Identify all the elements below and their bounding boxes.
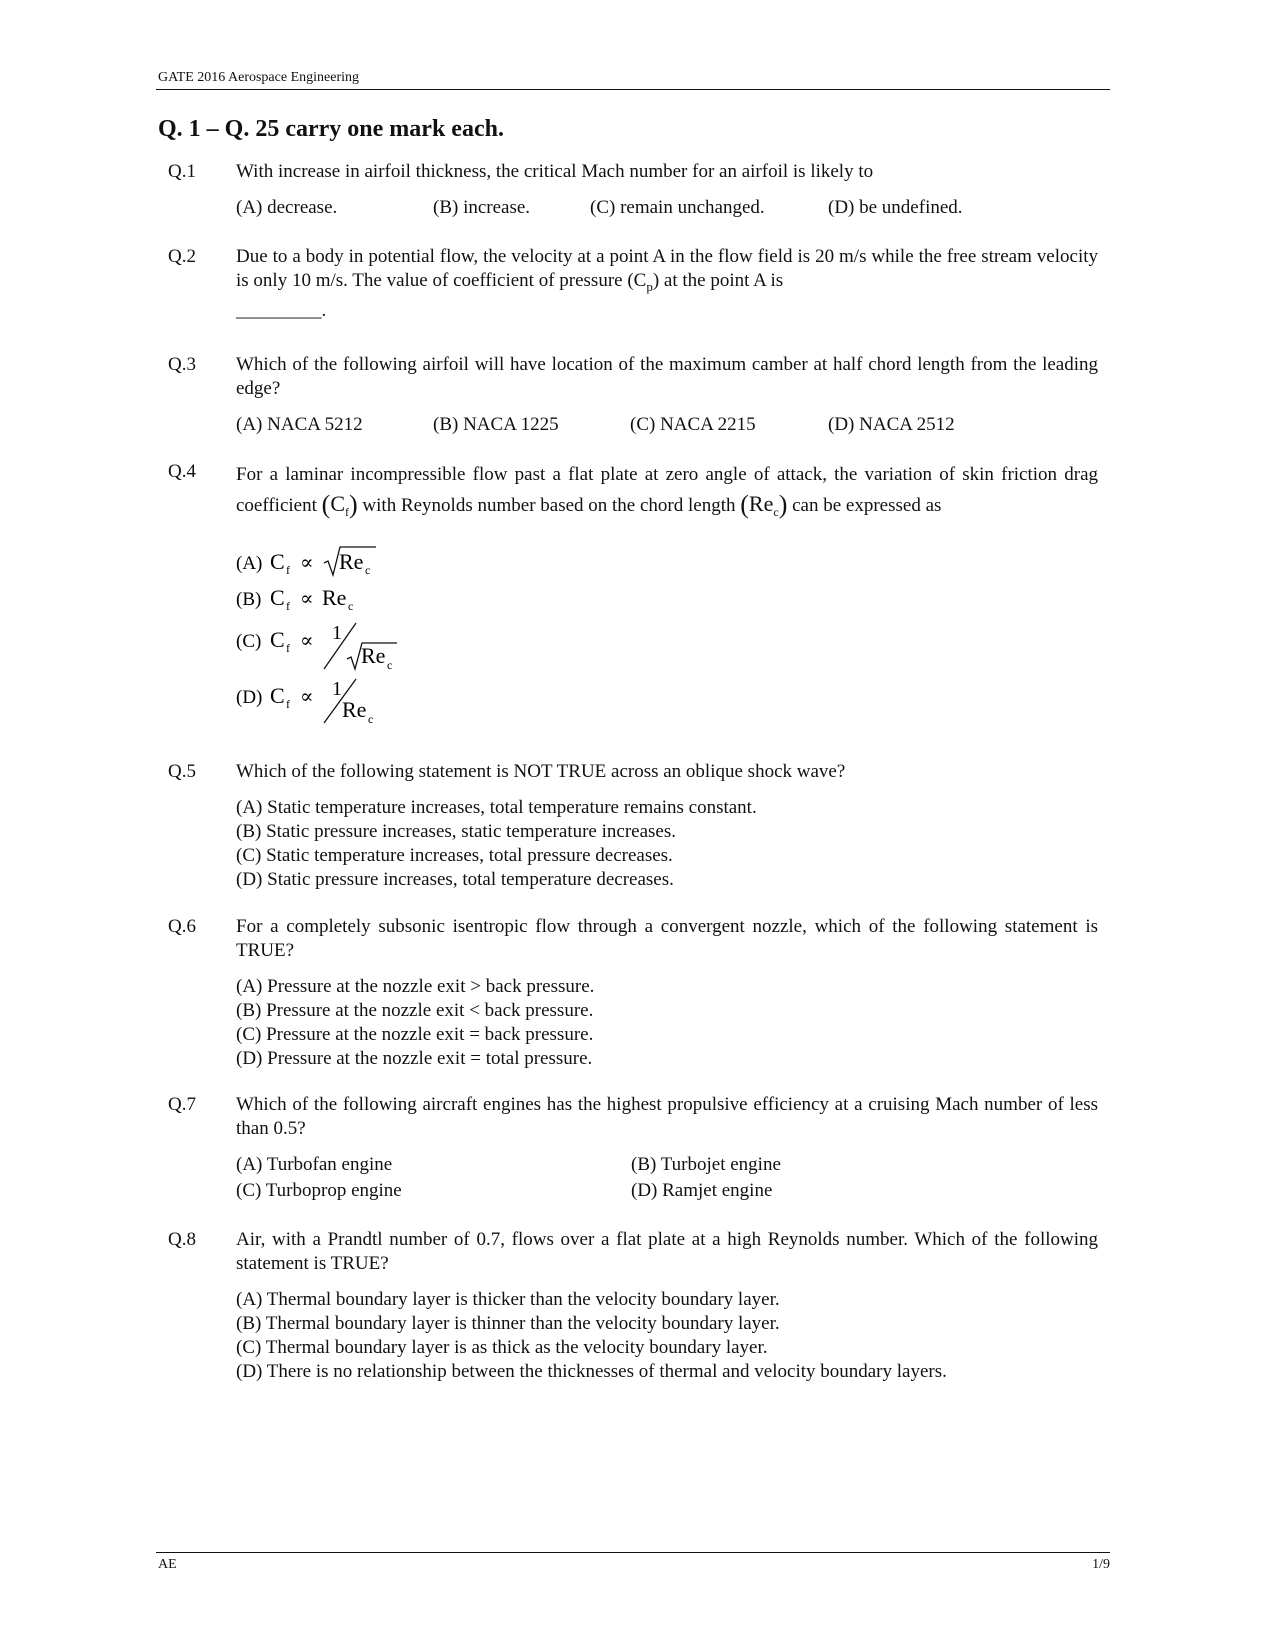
svg-text:(B): (B) — [236, 589, 262, 610]
option-d: (D) Pressure at the nozzle exit = total pressure. — [236, 1048, 593, 1069]
question-stem: Which of the following aircraft engines has the highest propulsive efficiency at a cruising Mach number of less than 0.5? — [236, 1094, 1098, 1139]
svg-text:Re: Re — [339, 549, 364, 574]
question-stem: Which of the following airfoil will have location of the maximum camber at half chord length from the leading edge? — [236, 354, 1098, 399]
stem-text: can be expressed as — [792, 495, 942, 516]
option-c: (C) remain unchanged. — [590, 197, 765, 218]
footer-rule — [156, 1552, 1110, 1553]
header-rule — [156, 89, 1110, 90]
svg-text:1: 1 — [332, 622, 342, 644]
formula-plain — [236, 577, 556, 617]
option-a: (A) Thermal boundary layer is thicker than the velocity boundary layer. — [236, 1289, 780, 1310]
subscript: c — [773, 505, 779, 519]
question-7 — [168, 1093, 1098, 1203]
svg-text:c: c — [365, 563, 371, 577]
question-1 — [168, 160, 1098, 220]
svg-text:∝: ∝ — [300, 550, 314, 574]
svg-text:c: c — [387, 658, 393, 672]
answer-blank: _________. — [236, 300, 327, 321]
stem-text: Due to a body in potential flow, the velocity at a point A in the flow field is 20 m/s while the free stream velocity is only 10 m/s. The value of coefficient of pressure (C — [236, 246, 1098, 291]
option-d: (D) NACA 2512 — [828, 414, 955, 435]
svg-text:C: C — [270, 585, 285, 610]
question-stem: With increase in airfoil thickness, the critical Mach number for an airfoil is likely to — [236, 161, 874, 182]
svg-text:f: f — [286, 599, 290, 613]
svg-text:c: c — [348, 599, 354, 613]
section-title: Q. 1 – Q. 25 carry one mark each. — [158, 116, 504, 142]
option-d: (D) be undefined. — [828, 197, 963, 218]
question-3 — [168, 353, 1098, 437]
page-header: GATE 2016 Aerospace Engineering — [158, 70, 359, 85]
options-list — [236, 796, 1098, 892]
question-stem: Which of the following statement is NOT TRUE across an oblique shock wave? — [236, 761, 846, 782]
options-list — [236, 541, 1098, 731]
option-c: (C) NACA 2215 — [630, 414, 756, 435]
question-number: Q.1 — [168, 161, 196, 182]
options-row — [236, 196, 1098, 220]
stem-text: For a laminar incompressible flow past a flat plate at zero angle of attack, the variation of skin friction drag coefficient — [236, 464, 1098, 516]
option-b — [236, 577, 1098, 617]
formula-inverse-sqrt — [236, 619, 556, 677]
question-number: Q.4 — [168, 461, 196, 482]
option-a: (A) Static temperature increases, total temperature remains constant. — [236, 797, 757, 818]
svg-text:1: 1 — [332, 678, 342, 700]
question-number: Q.6 — [168, 916, 196, 937]
question-6 — [168, 915, 1098, 1071]
svg-text:C: C — [270, 683, 285, 708]
svg-text:c: c — [368, 712, 374, 726]
option-b: (B) increase. — [433, 197, 531, 218]
svg-text:∝: ∝ — [300, 684, 314, 708]
svg-text:Re: Re — [361, 643, 386, 668]
question-number: Q.5 — [168, 761, 196, 782]
question-stem: For a completely subsonic isentropic flow through a convergent nozzle, which of the following statement is TRUE? — [236, 916, 1098, 961]
option-b: (B) Thermal boundary layer is thinner than the velocity boundary layer. — [236, 1313, 780, 1334]
svg-text:Re: Re — [322, 585, 347, 610]
cf-symbol: C — [330, 491, 345, 516]
footer-paper-code: AE — [158, 1557, 177, 1572]
option-c: (C) Thermal boundary layer is as thick as the velocity boundary layer. — [236, 1337, 768, 1358]
re-symbol: Re — [748, 491, 774, 516]
question-2 — [168, 245, 1098, 323]
question-number: Q.2 — [168, 246, 196, 267]
option-d: (D) There is no relationship between the thicknesses of thermal and velocity boundary layers. — [236, 1361, 947, 1382]
option-c: (C) Pressure at the nozzle exit = back pressure. — [236, 1024, 594, 1045]
option-d: (D) Ramjet engine — [631, 1180, 773, 1201]
question-stem: Air, with a Prandtl number of 0.7, flows over a flat plate at a high Reynolds number. Which of the following statement is TRUE? — [236, 1229, 1098, 1274]
options-list — [236, 1288, 1098, 1384]
question-8 — [168, 1228, 1098, 1384]
subscript: f — [345, 505, 349, 519]
formula-inverse — [236, 677, 556, 731]
svg-text:C: C — [270, 549, 285, 574]
question-5 — [168, 760, 1098, 892]
svg-text:∝: ∝ — [300, 628, 314, 652]
option-a: (A) Pressure at the nozzle exit > back pressure. — [236, 976, 595, 997]
svg-text:f: f — [286, 697, 290, 711]
option-b: (B) Static pressure increases, static temperature increases. — [236, 821, 676, 842]
subscript: p — [646, 279, 653, 294]
options-list — [236, 975, 1098, 1071]
svg-text:(C): (C) — [236, 631, 262, 652]
svg-text:∝: ∝ — [300, 586, 314, 610]
svg-text:C: C — [270, 627, 285, 652]
option-a: (A) Turbofan engine — [236, 1154, 393, 1175]
option-a: (A) NACA 5212 — [236, 414, 363, 435]
options-grid — [236, 1153, 1098, 1203]
question-4 — [168, 460, 1098, 731]
question-number: Q.3 — [168, 354, 196, 375]
question-stem: For a laminar incompressible flow past a flat plate at zero angle of attack, the variation of skin friction drag coefficient $(C_f)$ with Reynolds number based on the chord length $(Re_c)$ can be expressed as — [236, 464, 1098, 519]
options-row — [236, 413, 1098, 437]
question-number: Q.7 — [168, 1094, 196, 1115]
svg-text:(A): (A) — [236, 553, 263, 574]
svg-text:f: f — [286, 563, 290, 577]
option-a — [236, 541, 1098, 581]
option-d — [236, 677, 1098, 731]
option-d: (D) Static pressure increases, total temperature decreases. — [236, 869, 674, 890]
option-b: (B) NACA 1225 — [433, 414, 559, 435]
stem-text: with Reynolds number based on the chord length — [362, 495, 736, 516]
question-stem — [236, 245, 1098, 299]
formula-sqrt — [236, 541, 556, 581]
option-b: (B) Turbojet engine — [631, 1154, 781, 1175]
svg-text:(D): (D) — [236, 687, 263, 708]
option-c — [236, 619, 1098, 677]
stem-text: ) at the point A is — [652, 270, 784, 291]
svg-text:Re: Re — [342, 697, 367, 722]
option-c: (C) Turboprop engine — [236, 1180, 402, 1201]
option-a: (A) decrease. — [236, 197, 338, 218]
option-c: (C) Static temperature increases, total pressure decreases. — [236, 845, 673, 866]
option-b: (B) Pressure at the nozzle exit < back pressure. — [236, 1000, 594, 1021]
svg-text:f: f — [286, 641, 290, 655]
page-number: 1/9 — [1092, 1557, 1110, 1572]
question-number: Q.8 — [168, 1229, 196, 1250]
